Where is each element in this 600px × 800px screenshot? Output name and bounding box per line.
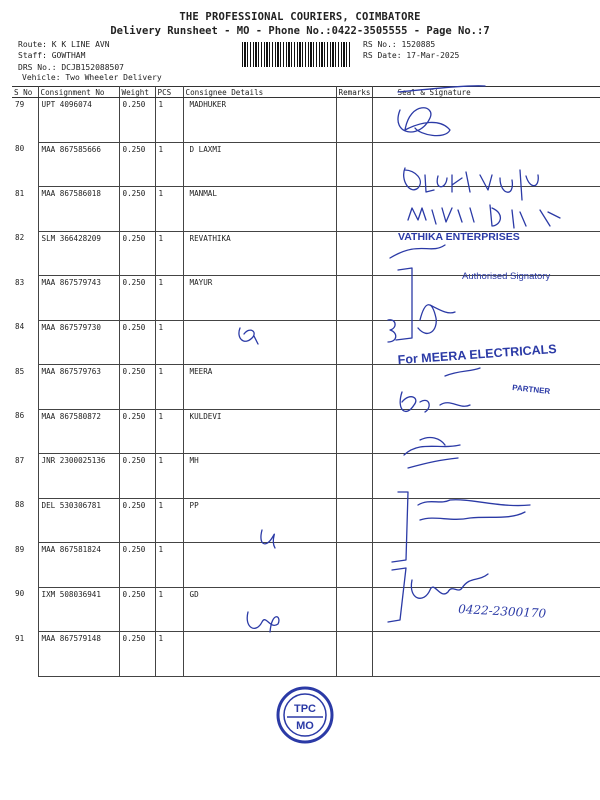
sno-cell: 82 [12,231,38,276]
signature-cell [372,231,600,276]
remarks-cell [336,142,372,187]
consignee-cell [183,320,336,365]
runsheet-table [12,86,600,677]
pcs-cell: 1 [155,409,183,454]
sno-cell: 87 [12,454,38,499]
col-sno: S No [12,87,38,98]
pcs-cell: 1 [155,365,183,410]
signature-cell [372,98,600,143]
weight-cell: 0.250 [119,498,155,543]
rs-number: RS No.: 1520885 [363,40,436,49]
table-row [12,454,600,499]
pcs-cell: 1 [155,320,183,365]
stamp-authorised: Authorised Signatory [462,271,551,282]
col-remarks: Remarks [336,87,372,98]
consignment-cell: MAA 867579148 [38,632,119,677]
signature-cell [372,409,600,454]
table-row [12,187,600,232]
consignee-cell: MAYUR [183,276,336,321]
consignment-cell: MAA 867581824 [38,543,119,588]
consignment-cell: MAA 867579763 [38,365,119,410]
remarks-cell [336,543,372,588]
sno-cell: 81 [12,187,38,232]
signature-cell [372,454,600,499]
signature-cell [372,320,600,365]
table-row [12,231,600,276]
consignment-cell: DEL 530306781 [38,498,119,543]
signature-cell [372,142,600,187]
rs-date: RS Date: 17-Mar-2025 [363,51,460,60]
weight-cell: 0.250 [119,587,155,632]
col-weight: Weight [119,87,155,98]
table-row [12,98,600,143]
signature-cell [372,587,600,632]
sno-cell: 89 [12,543,38,588]
consignee-cell: MANMAL [183,187,336,232]
col-consignment: Consignment No [38,87,119,98]
sno-cell: 80 [12,142,38,187]
consignee-cell: MADHUKER [183,98,336,143]
consignee-cell: D LAXMI [183,142,336,187]
table-row [12,320,600,365]
drs-number: DRS No.: DCJB152088507 [18,63,124,72]
vehicle-label: Vehicle: Two Wheeler Delivery [22,73,162,82]
col-pcs: PCS [155,87,183,98]
remarks-cell [336,365,372,410]
weight-cell: 0.250 [119,543,155,588]
consignment-cell: MAA 867579743 [38,276,119,321]
sno-cell: 84 [12,320,38,365]
sno-cell: 79 [12,98,38,143]
document-title: THE PROFESSIONAL COURIERS, COIMBATORE [179,11,421,23]
pcs-cell: 1 [155,276,183,321]
handwritten-phone: 0422-2300170 [457,602,547,621]
consignment-cell: IXM 508036941 [38,587,119,632]
pcs-cell: 1 [155,543,183,588]
remarks-cell [336,320,372,365]
tpc-stamp-top: TPC [294,703,316,715]
consignee-cell: GD [183,587,336,632]
col-seal-signature: Seal & Signature [372,87,600,98]
sno-cell: 83 [12,276,38,321]
sno-cell: 90 [12,587,38,632]
consignment-cell: MAA 867586018 [38,187,119,232]
consignee-cell: MH [183,454,336,499]
signature-cell [372,632,600,677]
table-row [12,587,600,632]
weight-cell: 0.250 [119,409,155,454]
pcs-cell: 1 [155,142,183,187]
consignment-cell: MAA 867580872 [38,409,119,454]
weight-cell: 0.250 [119,187,155,232]
consignee-cell: PP [183,498,336,543]
consignment-cell: SLM 366428209 [38,231,119,276]
table-row [12,632,600,677]
stamp-revathika: VATHIKA ENTERPRISES [398,231,520,243]
col-consignee: Consignee Details [183,87,336,98]
stamp-meera: For MEERA ELECTRICALS [397,341,558,367]
pcs-cell: 1 [155,98,183,143]
weight-cell: 0.250 [119,142,155,187]
staff-label: Staff: GOWTHAM [18,51,86,60]
remarks-cell [336,632,372,677]
table-row [12,142,600,187]
weight-cell: 0.250 [119,276,155,321]
pcs-cell: 1 [155,187,183,232]
pcs-cell: 1 [155,498,183,543]
sno-cell: 88 [12,498,38,543]
signature-cell [372,543,600,588]
table-header-row [12,87,600,98]
weight-cell: 0.250 [119,454,155,499]
pcs-cell: 1 [155,632,183,677]
table-row [12,365,600,410]
stamp-partner: PARTNER [511,383,551,396]
remarks-cell [336,409,372,454]
consignment-cell: UPT 4096074 [38,98,119,143]
consignee-cell: MEERA [183,365,336,410]
pcs-cell: 1 [155,454,183,499]
weight-cell: 0.250 [119,231,155,276]
table-row [12,498,600,543]
tpc-stamp-bottom: MO [296,720,314,732]
sno-cell: 85 [12,365,38,410]
consignee-cell [183,543,336,588]
remarks-cell [336,587,372,632]
tpc-stamp [278,688,332,742]
table-row [12,276,600,321]
weight-cell: 0.250 [119,320,155,365]
weight-cell: 0.250 [119,365,155,410]
remarks-cell [336,498,372,543]
signature-cell [372,276,600,321]
signature-cell [372,365,600,410]
consignment-cell: JNR 2300025136 [38,454,119,499]
remarks-cell [336,454,372,499]
consignee-cell: KULDEVI [183,409,336,454]
barcode [242,42,350,67]
sno-cell: 86 [12,409,38,454]
weight-cell: 0.250 [119,98,155,143]
table-row [12,409,600,454]
remarks-cell [336,98,372,143]
table-row [12,543,600,588]
consignment-cell: MAA 867579730 [38,320,119,365]
consignee-cell: REVATHIKA [183,231,336,276]
sno-cell: 91 [12,632,38,677]
remarks-cell [336,187,372,232]
document-subtitle: Delivery Runsheet - MO - Phone No.:0422-3505555 - Page No.:7 [110,25,490,37]
consignment-cell: MAA 867585666 [38,142,119,187]
remarks-cell [336,276,372,321]
route-label: Route: K K LINE AVN [18,40,110,49]
weight-cell: 0.250 [119,632,155,677]
signature-cell [372,187,600,232]
pcs-cell: 1 [155,587,183,632]
consignee-cell [183,632,336,677]
signature-cell [372,498,600,543]
remarks-cell [336,231,372,276]
pcs-cell: 1 [155,231,183,276]
